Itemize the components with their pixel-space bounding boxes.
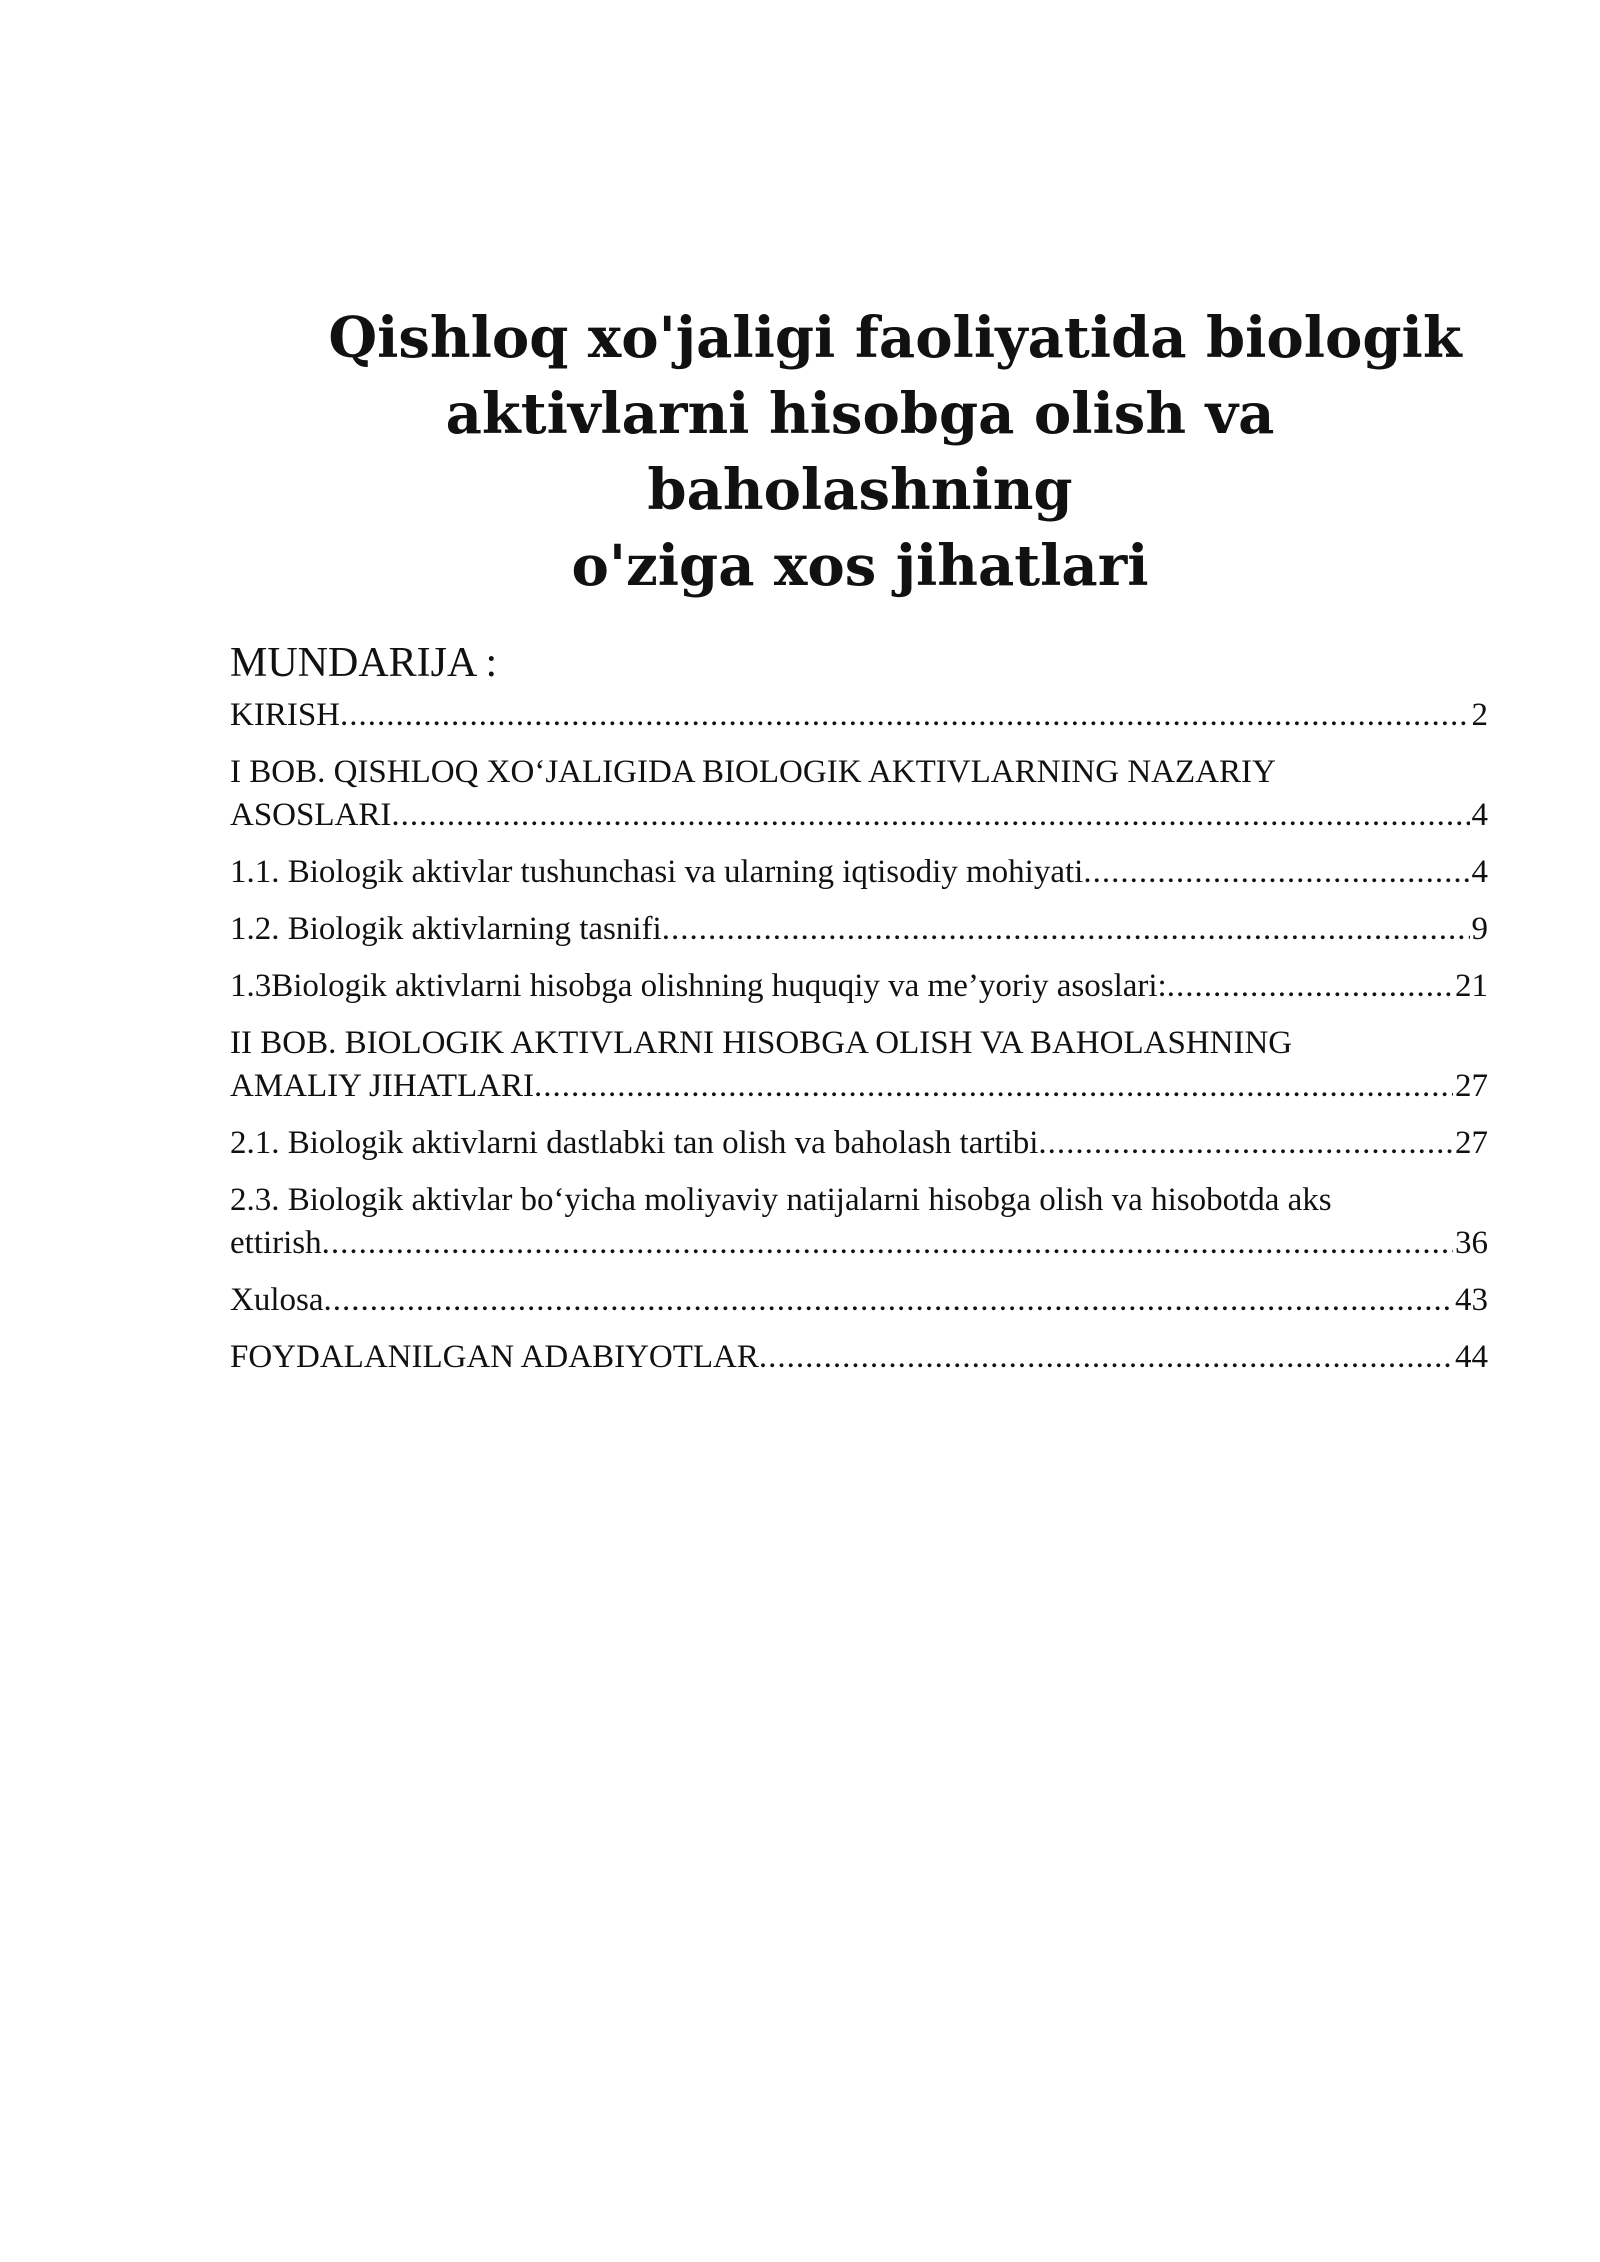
toc-entry[interactable] bbox=[230, 965, 1488, 1008]
toc-heading: MUNDARIJA : bbox=[230, 640, 498, 686]
toc-entry[interactable] bbox=[230, 1279, 1488, 1322]
toc-entry-label bbox=[230, 965, 1488, 1008]
toc-entry-text: 2.1. Biologik aktivlarni dastlabki tan olish va baholash tartibi bbox=[230, 1125, 1039, 1161]
toc-entry-label bbox=[230, 751, 1488, 837]
toc-dot-leader bbox=[340, 694, 1469, 737]
toc-entry[interactable] bbox=[230, 1122, 1488, 1165]
toc-dot-leader bbox=[391, 794, 1469, 837]
toc-entry-line bbox=[230, 794, 1488, 837]
toc-page-number: 27 bbox=[1455, 1125, 1488, 1161]
table-of-contents bbox=[230, 636, 1488, 1393]
toc-entry-label bbox=[230, 1336, 1488, 1379]
toc-dot-leader bbox=[1083, 851, 1469, 894]
toc-page-number: 44 bbox=[1455, 1339, 1488, 1375]
toc-dot-leader bbox=[324, 1279, 1454, 1322]
toc-entry-label bbox=[230, 1179, 1488, 1265]
toc-entry-line bbox=[230, 965, 1488, 1008]
toc-entry-text: 1.1. Biologik aktivlar tushunchasi va ularning iqtisodiy mohiyati bbox=[230, 854, 1084, 890]
toc-page-number: 27 bbox=[1455, 1068, 1488, 1104]
toc-entry-label bbox=[230, 908, 1488, 951]
toc-dot-leader bbox=[1038, 1122, 1453, 1165]
toc-entry-text: AMALIY JIHATLARI bbox=[230, 1068, 534, 1104]
toc-entry-text-first-line: 2.3. Biologik aktivlar bo‘yicha moliyaviy natijalarni hisobga olish va hisobotda aks bbox=[230, 1182, 1332, 1218]
toc-entry-label bbox=[230, 1122, 1488, 1165]
toc-entry[interactable] bbox=[230, 908, 1488, 951]
toc-entry-line bbox=[230, 1122, 1488, 1165]
toc-entry-text: ASOSLARI bbox=[230, 797, 392, 833]
toc-entry-line bbox=[230, 1336, 1488, 1379]
toc-page-number: 4 bbox=[1471, 854, 1488, 890]
toc-entry-label bbox=[230, 694, 1488, 737]
toc-dot-leader bbox=[534, 1065, 1453, 1108]
toc-entry-line bbox=[230, 908, 1488, 951]
toc-entry-text-first-line: II BOB. BIOLOGIK AKTIVLARNI HISOBGA OLISH VA BAHOLASHNING bbox=[230, 1025, 1293, 1061]
document-title bbox=[250, 300, 1470, 604]
toc-entry-line bbox=[230, 1065, 1488, 1108]
toc-entry-line bbox=[230, 1222, 1488, 1265]
toc-entry-text: 1.2. Biologik aktivlarning tasnifi bbox=[230, 911, 662, 947]
toc-entry-text: ettirish bbox=[230, 1225, 322, 1261]
toc-entry-label bbox=[230, 1022, 1488, 1108]
title-line-3: o'ziga xos jihatlari bbox=[571, 533, 1149, 599]
toc-dot-leader bbox=[662, 908, 1470, 951]
toc-entry[interactable] bbox=[230, 751, 1488, 837]
toc-entry-text: Xulosa bbox=[230, 1282, 324, 1318]
toc-entry[interactable] bbox=[230, 851, 1488, 894]
toc-dot-leader bbox=[759, 1336, 1453, 1379]
toc-entry-line bbox=[230, 851, 1488, 894]
toc-entry[interactable] bbox=[230, 1179, 1488, 1265]
title-line-1: Qishloq xo'jaligi faoliyatida biologik bbox=[328, 305, 1462, 371]
toc-entry-label bbox=[230, 851, 1488, 894]
toc-page-number: 21 bbox=[1455, 968, 1488, 1004]
toc-entry-line bbox=[230, 694, 1488, 737]
toc-entry-text: FOYDALANILGAN ADABIYOTLAR bbox=[230, 1339, 759, 1375]
toc-entry-line bbox=[230, 1279, 1488, 1322]
toc-page-number: 43 bbox=[1455, 1282, 1488, 1318]
toc-entry-text: KIRISH bbox=[230, 697, 341, 733]
toc-list bbox=[230, 694, 1488, 1379]
toc-dot-leader bbox=[1167, 965, 1453, 1008]
toc-page-number: 36 bbox=[1455, 1225, 1488, 1261]
toc-dot-leader bbox=[322, 1222, 1453, 1265]
toc-entry[interactable] bbox=[230, 1022, 1488, 1108]
toc-entry-text-first-line: I BOB. QISHLOQ XO‘JALIGIDA BIOLOGIK AKTIVLARNING NAZARIY bbox=[230, 754, 1276, 790]
toc-page-number: 2 bbox=[1471, 697, 1488, 733]
toc-page-number: 9 bbox=[1471, 911, 1488, 947]
title-line-2: aktivlarni hisobga olish va baholashning bbox=[445, 381, 1275, 523]
toc-entry-label bbox=[230, 1279, 1488, 1322]
toc-entry[interactable] bbox=[230, 1336, 1488, 1379]
toc-entry-text: 1.3Biologik aktivlarni hisobga olishning huquqiy va me’yoriy asoslari: bbox=[230, 968, 1167, 1004]
toc-page-number: 4 bbox=[1471, 797, 1488, 833]
toc-entry[interactable] bbox=[230, 694, 1488, 737]
